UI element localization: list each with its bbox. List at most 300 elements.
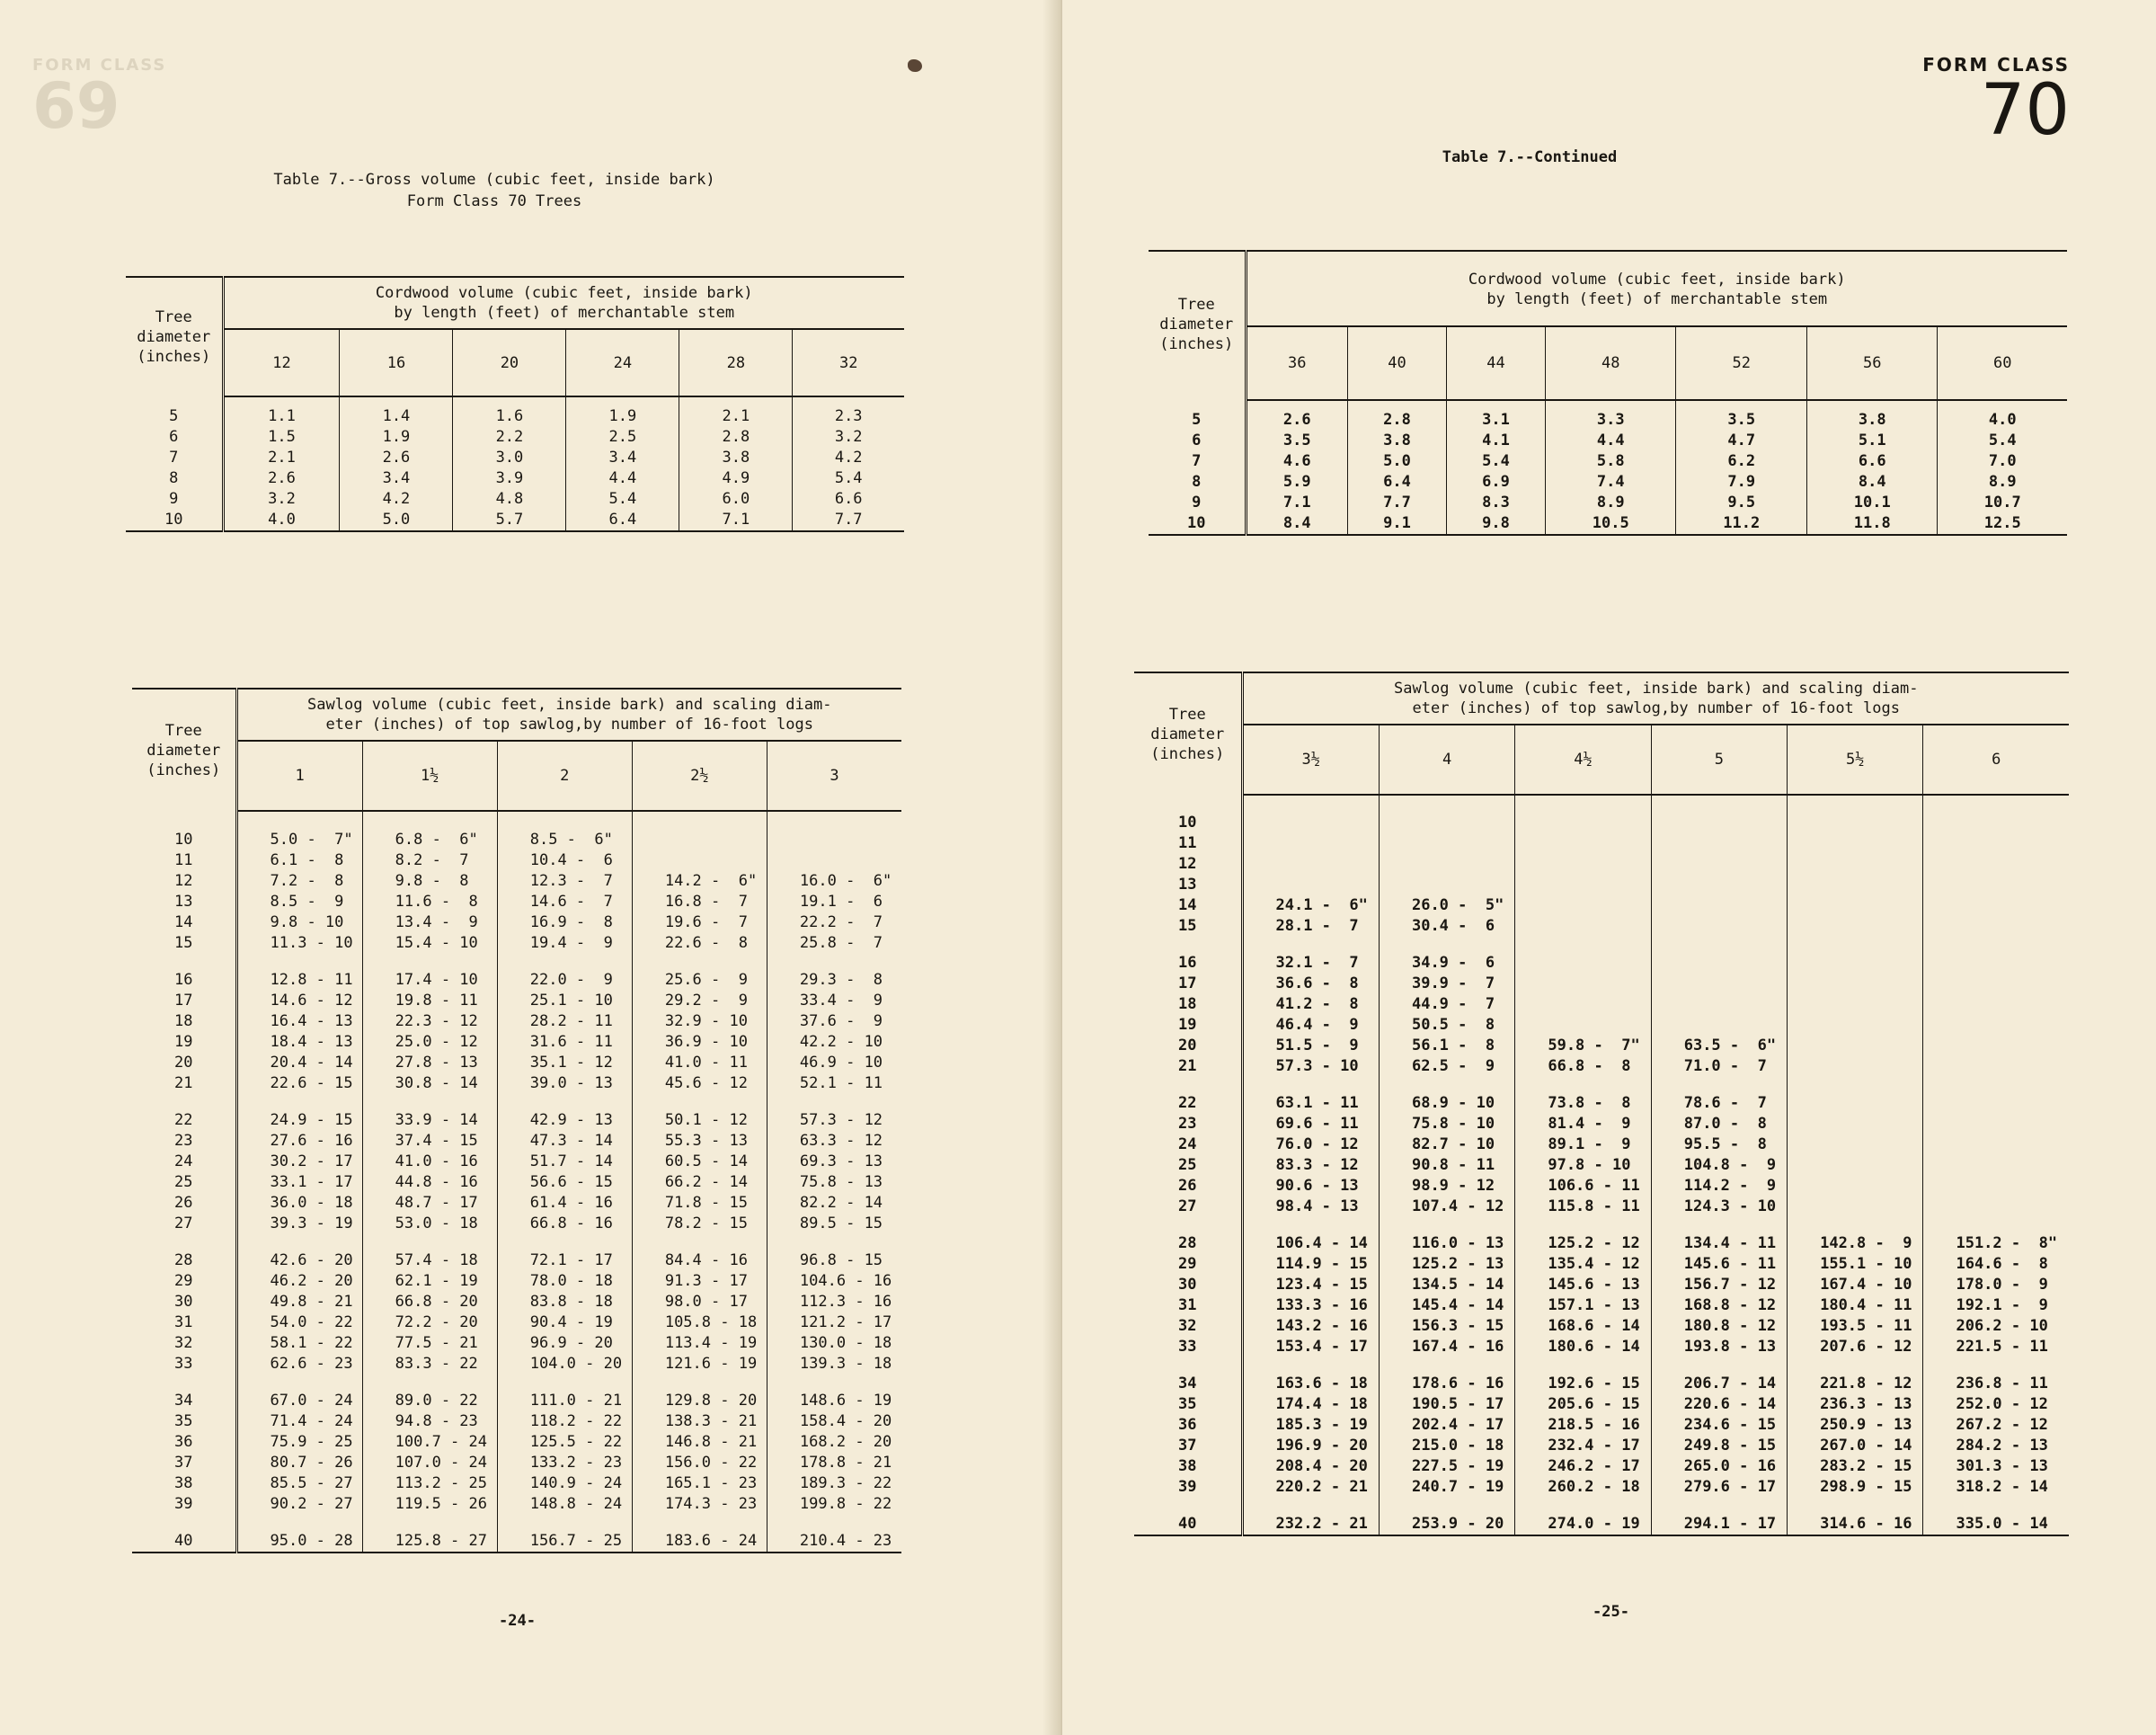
volume-cell: 42.6 - 20 bbox=[236, 1250, 362, 1271]
log-count-header: 5 bbox=[1651, 725, 1787, 795]
volume-cell: 314.6 - 16 bbox=[1788, 1514, 1923, 1535]
table-row bbox=[132, 970, 901, 991]
volume-cell: 8.9 bbox=[1938, 472, 2067, 493]
volume-cell: 7.0 bbox=[1938, 451, 2067, 472]
row-group-spacer bbox=[132, 1515, 901, 1531]
cordwood-header-line-2: by length (feet) of merchantable stem bbox=[1486, 290, 1828, 308]
volume-cell: 180.6 - 14 bbox=[1515, 1337, 1651, 1357]
row-group-spacer bbox=[1134, 1357, 2069, 1374]
tree-diameter-cell: 35 bbox=[132, 1411, 236, 1432]
row-group-spacer bbox=[132, 1375, 901, 1391]
volume-cell: 107.0 - 24 bbox=[362, 1453, 497, 1473]
volume-cell: 41.0 - 11 bbox=[632, 1053, 767, 1073]
volume-cell bbox=[1788, 895, 1923, 916]
volume-cell: 125.2 - 13 bbox=[1379, 1254, 1514, 1275]
volume-cell bbox=[1923, 953, 2069, 974]
volume-cell: 246.2 - 17 bbox=[1515, 1456, 1651, 1477]
volume-cell: 27.8 - 13 bbox=[362, 1053, 497, 1073]
volume-cell bbox=[1788, 953, 1923, 974]
volume-cell: 156.7 - 25 bbox=[497, 1531, 632, 1553]
volume-cell bbox=[1651, 974, 1787, 994]
length-header: 12 bbox=[223, 329, 340, 396]
volume-cell: 12.8 - 11 bbox=[236, 970, 362, 991]
volume-cell: 4.0 bbox=[223, 510, 340, 531]
volume-cell bbox=[1923, 854, 2069, 875]
volume-cell: 24.9 - 15 bbox=[236, 1110, 362, 1131]
volume-cell: 284.2 - 13 bbox=[1923, 1436, 2069, 1456]
volume-cell bbox=[1788, 994, 1923, 1015]
volume-cell: 24.1 - 6" bbox=[1242, 895, 1379, 916]
volume-cell: 4.6 bbox=[1246, 451, 1347, 472]
volume-cell: 145.6 - 11 bbox=[1651, 1254, 1787, 1275]
tree-diameter-cell: 12 bbox=[1134, 854, 1242, 875]
table-row bbox=[132, 933, 901, 954]
tree-diameter-cell: 29 bbox=[1134, 1254, 1242, 1275]
log-count-header: 3 bbox=[767, 741, 901, 811]
tree-diameter-cell: 36 bbox=[1134, 1415, 1242, 1436]
tree-diameter-cell: 34 bbox=[132, 1391, 236, 1411]
volume-cell: 298.9 - 15 bbox=[1788, 1477, 1923, 1498]
volume-cell: 14.6 - 7 bbox=[497, 892, 632, 912]
tree-diameter-cell: 11 bbox=[1134, 833, 1242, 854]
row-group-spacer bbox=[132, 1094, 901, 1110]
volume-cell: 174.4 - 18 bbox=[1242, 1394, 1379, 1415]
volume-cell bbox=[1923, 1114, 2069, 1134]
tree-diameter-cell: 16 bbox=[1134, 953, 1242, 974]
sawlog-rows-right bbox=[1134, 795, 2069, 1535]
volume-cell: 220.2 - 21 bbox=[1242, 1477, 1379, 1498]
volume-cell: 54.0 - 22 bbox=[236, 1312, 362, 1333]
volume-cell: 252.0 - 12 bbox=[1923, 1394, 2069, 1415]
tree-diameter-cell: 37 bbox=[132, 1453, 236, 1473]
volume-cell: 19.4 - 9 bbox=[497, 933, 632, 954]
volume-cell: 2.8 bbox=[679, 427, 793, 448]
volume-cell bbox=[1923, 1155, 2069, 1176]
volume-cell: 82.2 - 14 bbox=[767, 1193, 901, 1214]
volume-cell bbox=[1923, 1056, 2069, 1077]
volume-cell: 3.2 bbox=[793, 427, 904, 448]
volume-cell bbox=[1788, 1056, 1923, 1077]
volume-cell: 71.8 - 15 bbox=[632, 1193, 767, 1214]
volume-cell: 8.2 - 7 bbox=[362, 850, 497, 871]
volume-cell: 36.0 - 18 bbox=[236, 1193, 362, 1214]
volume-cell: 114.9 - 15 bbox=[1242, 1254, 1379, 1275]
length-header: 56 bbox=[1806, 326, 1938, 400]
volume-cell: 37.4 - 15 bbox=[362, 1131, 497, 1152]
table-row bbox=[132, 850, 901, 871]
volume-cell: 19.1 - 6 bbox=[767, 892, 901, 912]
table-row bbox=[132, 1110, 901, 1131]
volume-cell: 56.1 - 8 bbox=[1379, 1036, 1514, 1056]
volume-cell: 30.2 - 17 bbox=[236, 1152, 362, 1172]
tree-diameter-cell: 28 bbox=[132, 1250, 236, 1271]
volume-cell: 98.4 - 13 bbox=[1242, 1197, 1379, 1217]
table-row bbox=[1134, 1415, 2069, 1436]
stub-word-2: diameter bbox=[146, 741, 221, 760]
sawlog-header-line-1: Sawlog volume (cubic feet, inside bark) and scaling diam- bbox=[307, 696, 832, 714]
volume-cell: 124.3 - 10 bbox=[1651, 1197, 1787, 1217]
volume-cell: 13.4 - 9 bbox=[362, 912, 497, 933]
volume-cell bbox=[1651, 916, 1787, 937]
log-count-header: 3½ bbox=[1242, 725, 1379, 795]
volume-cell: 47.3 - 14 bbox=[497, 1131, 632, 1152]
volume-cell: 183.6 - 24 bbox=[632, 1531, 767, 1553]
table-row bbox=[132, 892, 901, 912]
volume-cell bbox=[1788, 833, 1923, 854]
volume-cell bbox=[1923, 1036, 2069, 1056]
volume-cell: 63.1 - 11 bbox=[1242, 1093, 1379, 1114]
tree-diameter-cell: 40 bbox=[132, 1531, 236, 1553]
volume-cell bbox=[1515, 1015, 1651, 1036]
tree-diameter-cell: 31 bbox=[1134, 1295, 1242, 1316]
volume-cell: 185.3 - 19 bbox=[1242, 1415, 1379, 1436]
volume-cell: 2.6 bbox=[1246, 400, 1347, 431]
volume-cell: 34.9 - 6 bbox=[1379, 953, 1514, 974]
tree-diameter-cell: 10 bbox=[1149, 513, 1246, 535]
volume-cell: 114.2 - 9 bbox=[1651, 1176, 1787, 1197]
tree-diameter-cell: 19 bbox=[1134, 1015, 1242, 1036]
volume-cell bbox=[1515, 833, 1651, 854]
volume-cell: 29.3 - 8 bbox=[767, 970, 901, 991]
volume-cell: 10.4 - 6 bbox=[497, 850, 632, 871]
volume-cell: 138.3 - 21 bbox=[632, 1411, 767, 1432]
volume-cell: 206.7 - 14 bbox=[1651, 1374, 1787, 1394]
cordwood-header-line-1: Cordwood volume (cubic feet, inside bark) bbox=[375, 284, 753, 302]
volume-cell bbox=[1379, 833, 1514, 854]
caption-line-1: Table 7.--Gross volume (cubic feet, inside bark) bbox=[273, 171, 715, 189]
volume-cell: 5.9 bbox=[1246, 472, 1347, 493]
volume-cell: 2.1 bbox=[223, 448, 340, 468]
volume-cell: 6.4 bbox=[1347, 472, 1446, 493]
volume-cell: 121.2 - 17 bbox=[767, 1312, 901, 1333]
volume-cell bbox=[1515, 916, 1651, 937]
volume-cell: 22.6 - 8 bbox=[632, 933, 767, 954]
volume-cell: 1.4 bbox=[340, 396, 453, 427]
volume-cell: 96.8 - 15 bbox=[767, 1250, 901, 1271]
table-row bbox=[126, 489, 904, 510]
tree-diameter-cell: 10 bbox=[126, 510, 223, 531]
volume-cell: 9.8 - 8 bbox=[362, 871, 497, 892]
volume-cell: 3.2 bbox=[223, 489, 340, 510]
table-row bbox=[1134, 833, 2069, 854]
volume-cell: 145.6 - 13 bbox=[1515, 1275, 1651, 1295]
volume-cell: 249.8 - 15 bbox=[1651, 1436, 1787, 1456]
log-count-header: 1 bbox=[236, 741, 362, 811]
volume-cell: 283.2 - 15 bbox=[1788, 1456, 1923, 1477]
volume-cell: 134.4 - 11 bbox=[1651, 1233, 1787, 1254]
volume-cell: 3.5 bbox=[1676, 400, 1807, 431]
table-row bbox=[1134, 953, 2069, 974]
volume-cell: 39.3 - 19 bbox=[236, 1214, 362, 1234]
volume-cell: 72.2 - 20 bbox=[362, 1312, 497, 1333]
volume-cell: 58.1 - 22 bbox=[236, 1333, 362, 1354]
table-row bbox=[1134, 1514, 2069, 1535]
tree-diameter-cell: 13 bbox=[132, 892, 236, 912]
volume-cell: 81.4 - 9 bbox=[1515, 1114, 1651, 1134]
tree-diameter-cell: 23 bbox=[132, 1131, 236, 1152]
volume-cell: 125.5 - 22 bbox=[497, 1432, 632, 1453]
tree-diameter-cell: 38 bbox=[1134, 1456, 1242, 1477]
volume-cell: 3.9 bbox=[453, 468, 566, 489]
volume-cell: 90.4 - 19 bbox=[497, 1312, 632, 1333]
volume-cell bbox=[1923, 974, 2069, 994]
sawlog-header-line-2: eter (inches) of top sawlog,by number of 16-foot logs bbox=[1412, 699, 1900, 717]
tree-diameter-cell: 23 bbox=[1134, 1114, 1242, 1134]
volume-cell: 202.4 - 17 bbox=[1379, 1415, 1514, 1436]
volume-cell: 5.8 bbox=[1545, 451, 1676, 472]
volume-cell: 192.6 - 15 bbox=[1515, 1374, 1651, 1394]
stub-word-1: Tree bbox=[164, 721, 202, 740]
volume-cell: 10.1 bbox=[1806, 493, 1938, 513]
volume-cell: 104.8 - 9 bbox=[1651, 1155, 1787, 1176]
volume-cell: 69.3 - 13 bbox=[767, 1152, 901, 1172]
cordwood-table-left bbox=[126, 276, 904, 532]
table-row bbox=[1134, 1114, 2069, 1134]
volume-cell: 210.4 - 23 bbox=[767, 1531, 901, 1553]
cordwood-header bbox=[1246, 251, 2067, 326]
volume-cell: 11.6 - 8 bbox=[362, 892, 497, 912]
table-row bbox=[1134, 1134, 2069, 1155]
volume-cell bbox=[1515, 953, 1651, 974]
table-row bbox=[1134, 1337, 2069, 1357]
log-count-header: 6 bbox=[1923, 725, 2069, 795]
tree-diameter-cell: 31 bbox=[132, 1312, 236, 1333]
volume-cell: 7.4 bbox=[1545, 472, 1676, 493]
cordwood-rows-right bbox=[1149, 400, 2067, 535]
table-row bbox=[1134, 1394, 2069, 1415]
volume-cell: 56.6 - 15 bbox=[497, 1172, 632, 1193]
volume-cell bbox=[1515, 994, 1651, 1015]
volume-cell: 26.0 - 5" bbox=[1379, 895, 1514, 916]
tree-diameter-cell: 13 bbox=[1134, 875, 1242, 895]
volume-cell: 113.2 - 25 bbox=[362, 1473, 497, 1494]
volume-cell: 10.7 bbox=[1938, 493, 2067, 513]
volume-cell: 2.6 bbox=[340, 448, 453, 468]
volume-cell: 75.8 - 10 bbox=[1379, 1114, 1514, 1134]
volume-cell: 9.1 bbox=[1347, 513, 1446, 535]
tree-diameter-cell: 20 bbox=[1134, 1036, 1242, 1056]
volume-cell: 104.0 - 20 bbox=[497, 1354, 632, 1375]
volume-cell: 22.3 - 12 bbox=[362, 1011, 497, 1032]
volume-cell: 6.2 bbox=[1676, 451, 1807, 472]
length-header: 40 bbox=[1347, 326, 1446, 400]
table-row bbox=[126, 396, 904, 427]
table-row bbox=[1134, 1036, 2069, 1056]
tree-diameter-cell: 16 bbox=[132, 970, 236, 991]
volume-cell: 7.2 - 8 bbox=[236, 871, 362, 892]
volume-cell: 80.7 - 26 bbox=[236, 1453, 362, 1473]
volume-cell: 190.5 - 17 bbox=[1379, 1394, 1514, 1415]
show-through-label: FORM CLASS bbox=[32, 56, 167, 75]
tree-diameter-cell: 15 bbox=[1134, 916, 1242, 937]
volume-cell: 6.6 bbox=[793, 489, 904, 510]
volume-cell: 140.9 - 24 bbox=[497, 1473, 632, 1494]
volume-cell: 189.3 - 22 bbox=[767, 1473, 901, 1494]
table-row bbox=[1134, 875, 2069, 895]
volume-cell: 59.8 - 7" bbox=[1515, 1036, 1651, 1056]
volume-cell: 67.0 - 24 bbox=[236, 1391, 362, 1411]
volume-cell bbox=[1651, 854, 1787, 875]
table-row bbox=[132, 1531, 901, 1553]
volume-cell: 2.3 bbox=[793, 396, 904, 427]
volume-cell: 66.8 - 20 bbox=[362, 1292, 497, 1312]
table-row bbox=[1134, 1056, 2069, 1077]
volume-cell: 3.4 bbox=[566, 448, 679, 468]
table-row bbox=[1134, 1436, 2069, 1456]
table-row bbox=[132, 1152, 901, 1172]
length-header: 24 bbox=[566, 329, 679, 396]
volume-cell bbox=[1788, 795, 1923, 833]
volume-cell: 1.1 bbox=[223, 396, 340, 427]
volume-cell bbox=[1515, 854, 1651, 875]
volume-cell: 41.2 - 8 bbox=[1242, 994, 1379, 1015]
volume-cell: 98.0 - 17 bbox=[632, 1292, 767, 1312]
volume-cell: 11.8 bbox=[1806, 513, 1938, 535]
table-row bbox=[132, 871, 901, 892]
volume-cell: 167.4 - 16 bbox=[1379, 1337, 1514, 1357]
length-header: 52 bbox=[1676, 326, 1807, 400]
volume-cell bbox=[632, 850, 767, 871]
volume-cell: 250.9 - 13 bbox=[1788, 1415, 1923, 1436]
volume-cell: 82.7 - 10 bbox=[1379, 1134, 1514, 1155]
volume-cell: 221.8 - 12 bbox=[1788, 1374, 1923, 1394]
table-row bbox=[1149, 431, 2067, 451]
volume-cell: 5.7 bbox=[453, 510, 566, 531]
volume-cell: 51.7 - 14 bbox=[497, 1152, 632, 1172]
volume-cell: 1.6 bbox=[453, 396, 566, 427]
row-group-spacer bbox=[1134, 1077, 2069, 1093]
volume-cell: 78.0 - 18 bbox=[497, 1271, 632, 1292]
volume-cell: 118.2 - 22 bbox=[497, 1411, 632, 1432]
stub-word-3: (inches) bbox=[1150, 744, 1225, 763]
volume-cell: 19.6 - 7 bbox=[632, 912, 767, 933]
volume-cell: 84.4 - 16 bbox=[632, 1250, 767, 1271]
tree-diameter-cell: 14 bbox=[132, 912, 236, 933]
tree-diameter-cell: 7 bbox=[126, 448, 223, 468]
table-row bbox=[132, 991, 901, 1011]
tree-diameter-cell: 29 bbox=[132, 1271, 236, 1292]
volume-cell: 95.0 - 28 bbox=[236, 1531, 362, 1553]
volume-cell: 51.5 - 9 bbox=[1242, 1036, 1379, 1056]
volume-cell: 318.2 - 14 bbox=[1923, 1477, 2069, 1498]
tree-diameter-cell: 6 bbox=[1149, 431, 1246, 451]
volume-cell: 25.1 - 10 bbox=[497, 991, 632, 1011]
tree-diameter-cell: 8 bbox=[126, 468, 223, 489]
table-row bbox=[1134, 1275, 2069, 1295]
tree-diameter-header bbox=[1149, 251, 1246, 400]
table-row bbox=[132, 1214, 901, 1234]
volume-cell: 4.2 bbox=[340, 489, 453, 510]
stub-word-2: diameter bbox=[1150, 725, 1225, 743]
table-row bbox=[132, 1333, 901, 1354]
volume-cell: 164.6 - 8 bbox=[1923, 1254, 2069, 1275]
tree-diameter-cell: 27 bbox=[132, 1214, 236, 1234]
volume-cell bbox=[1788, 1093, 1923, 1114]
volume-cell: 205.6 - 15 bbox=[1515, 1394, 1651, 1415]
volume-cell: 30.4 - 6 bbox=[1379, 916, 1514, 937]
volume-cell: 33.1 - 17 bbox=[236, 1172, 362, 1193]
tree-diameter-cell: 22 bbox=[1134, 1093, 1242, 1114]
volume-cell: 121.6 - 19 bbox=[632, 1354, 767, 1375]
table-row bbox=[1134, 1197, 2069, 1217]
volume-cell: 46.9 - 10 bbox=[767, 1053, 901, 1073]
table-row bbox=[126, 448, 904, 468]
volume-cell: 218.5 - 16 bbox=[1515, 1415, 1651, 1436]
row-group-spacer bbox=[1134, 937, 2069, 953]
row-group-spacer bbox=[1134, 1498, 2069, 1514]
volume-cell bbox=[1923, 895, 2069, 916]
volume-cell: 33.9 - 14 bbox=[362, 1110, 497, 1131]
table-row bbox=[132, 1131, 901, 1152]
volume-cell: 57.3 - 12 bbox=[767, 1110, 901, 1131]
volume-cell: 3.5 bbox=[1246, 431, 1347, 451]
table-row bbox=[1149, 513, 2067, 535]
volume-cell: 220.6 - 14 bbox=[1651, 1394, 1787, 1415]
volume-cell: 142.8 - 9 bbox=[1788, 1233, 1923, 1254]
volume-cell: 178.8 - 21 bbox=[767, 1453, 901, 1473]
volume-cell: 106.4 - 14 bbox=[1242, 1233, 1379, 1254]
volume-cell bbox=[1515, 974, 1651, 994]
volume-cell: 105.8 - 18 bbox=[632, 1312, 767, 1333]
volume-cell: 19.8 - 11 bbox=[362, 991, 497, 1011]
volume-cell: 167.4 - 10 bbox=[1788, 1275, 1923, 1295]
volume-cell: 156.0 - 22 bbox=[632, 1453, 767, 1473]
volume-cell: 163.6 - 18 bbox=[1242, 1374, 1379, 1394]
sawlog-table-right bbox=[1134, 672, 2069, 1536]
table-row bbox=[126, 468, 904, 489]
tree-diameter-cell: 22 bbox=[132, 1110, 236, 1131]
table-row bbox=[126, 510, 904, 531]
log-count-header: 5½ bbox=[1788, 725, 1923, 795]
table-row bbox=[132, 1011, 901, 1032]
length-header: 32 bbox=[793, 329, 904, 396]
volume-cell: 1.9 bbox=[340, 427, 453, 448]
volume-cell: 265.0 - 16 bbox=[1651, 1456, 1787, 1477]
volume-cell: 208.4 - 20 bbox=[1242, 1456, 1379, 1477]
volume-cell: 14.2 - 6" bbox=[632, 871, 767, 892]
tree-diameter-cell: 20 bbox=[132, 1053, 236, 1073]
volume-cell bbox=[1923, 1197, 2069, 1217]
volume-cell: 234.6 - 15 bbox=[1651, 1415, 1787, 1436]
volume-cell: 274.0 - 19 bbox=[1515, 1514, 1651, 1535]
tree-diameter-cell: 19 bbox=[132, 1032, 236, 1053]
volume-cell: 44.9 - 7 bbox=[1379, 994, 1514, 1015]
table-row bbox=[132, 1032, 901, 1053]
tree-diameter-header bbox=[126, 277, 223, 396]
volume-cell bbox=[1242, 854, 1379, 875]
table-row bbox=[1134, 1374, 2069, 1394]
volume-cell: 45.6 - 12 bbox=[632, 1073, 767, 1094]
log-count-header: 4 bbox=[1379, 725, 1514, 795]
volume-cell: 98.9 - 12 bbox=[1379, 1176, 1514, 1197]
volume-cell: 6.0 bbox=[679, 489, 793, 510]
tree-diameter-cell: 30 bbox=[132, 1292, 236, 1312]
volume-cell: 85.5 - 27 bbox=[236, 1473, 362, 1494]
volume-cell bbox=[632, 811, 767, 850]
sawlog-header-line-2: eter (inches) of top sawlog,by number of 16-foot logs bbox=[325, 716, 813, 734]
table-row bbox=[126, 427, 904, 448]
volume-cell: 236.8 - 11 bbox=[1923, 1374, 2069, 1394]
volume-cell: 6.6 bbox=[1806, 451, 1938, 472]
volume-cell: 4.4 bbox=[1545, 431, 1676, 451]
tree-diameter-cell: 39 bbox=[132, 1494, 236, 1515]
volume-cell: 28.1 - 7 bbox=[1242, 916, 1379, 937]
tree-diameter-cell: 25 bbox=[132, 1172, 236, 1193]
volume-cell bbox=[767, 811, 901, 850]
volume-cell: 134.5 - 14 bbox=[1379, 1275, 1514, 1295]
tree-diameter-cell: 32 bbox=[1134, 1316, 1242, 1337]
volume-cell: 207.6 - 12 bbox=[1788, 1337, 1923, 1357]
